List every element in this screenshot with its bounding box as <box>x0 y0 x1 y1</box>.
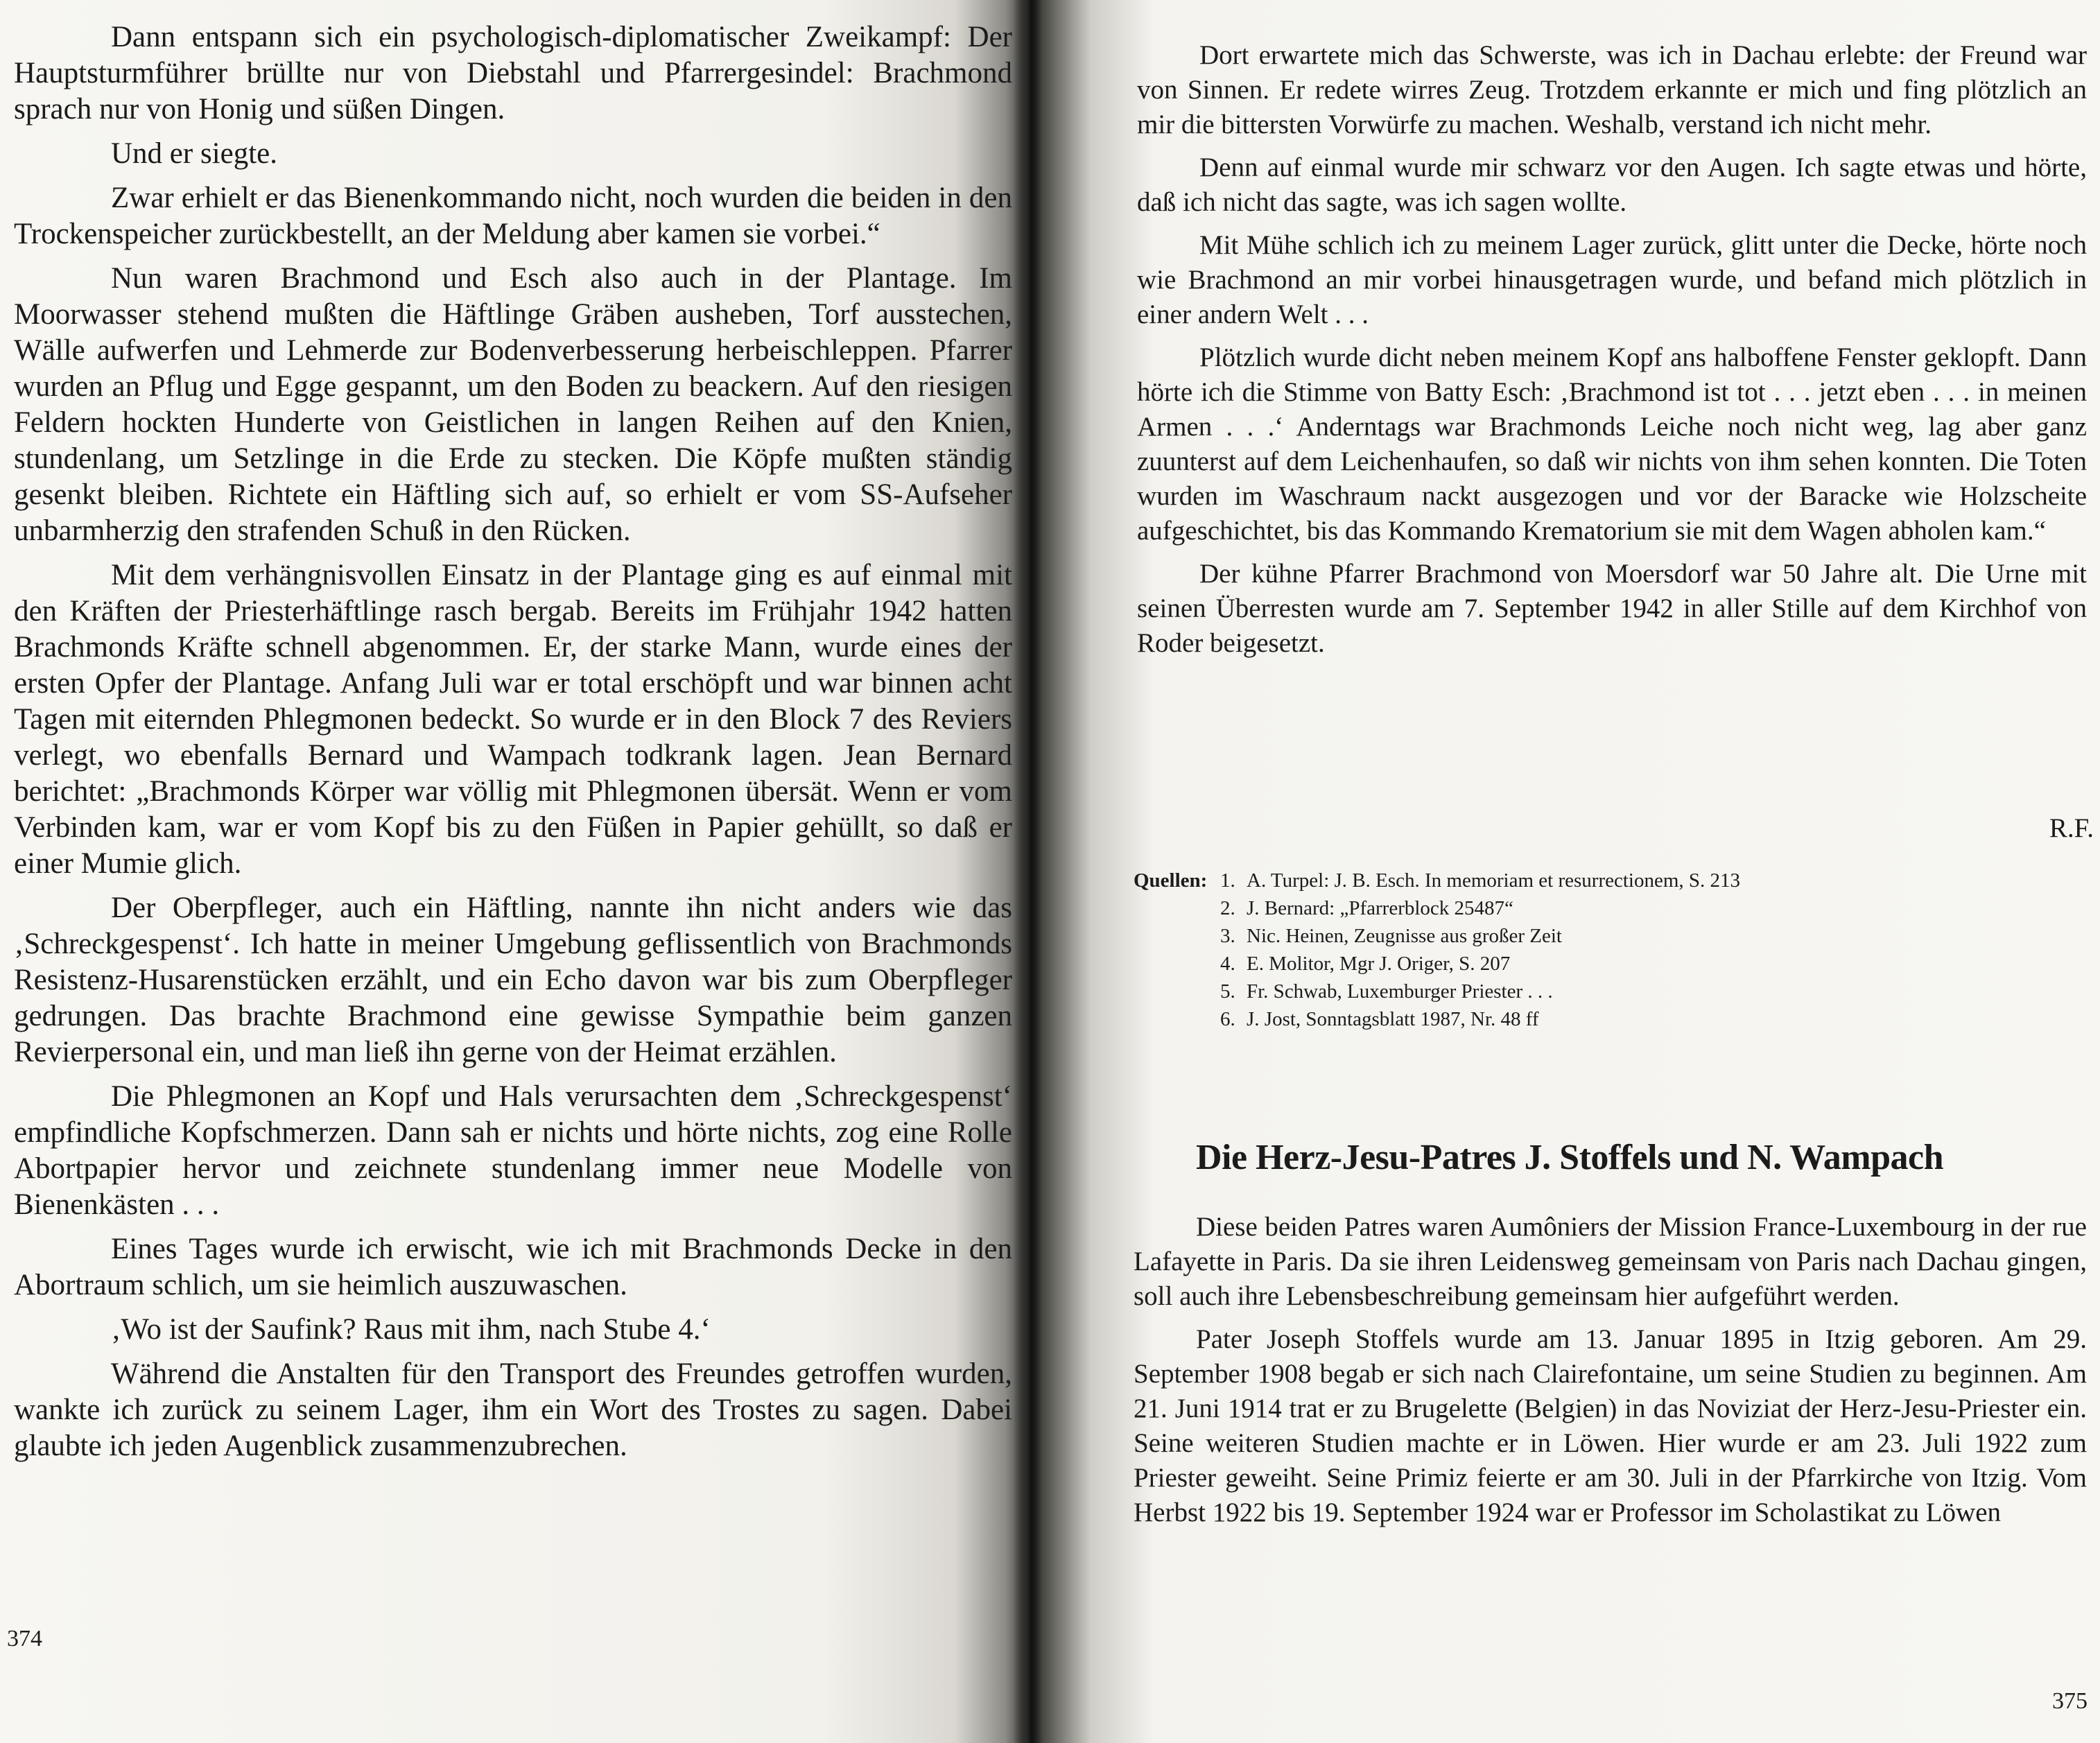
page-number-right: 375 <box>2052 1688 2088 1714</box>
paragraph: Dort erwartete mich das Schwerste, was ich in Dachau erlebte: der Freund war von Sinnen. Er redete wirres Zeug. Trotzdem erkannte er mich und fing plötzlich an mir die bittersten Vorwürfe zu machen. Weshalb, verstand ich nicht mehr. <box>1137 40 2087 139</box>
paragraph: Eines Tages wurde ich erwischt, wie ich mit Brachmonds Decke in den Abortraum schlich, um sie heimlich auszuwaschen. <box>14 1233 1012 1301</box>
source-text: A. Turpel: J. B. Esch. In memoriam et resurrectionem, S. 213 <box>1247 869 1741 892</box>
source-number: 4. <box>1220 953 1235 975</box>
source-text: E. Molitor, Mgr J. Origer, S. 207 <box>1247 953 1511 975</box>
paragraph: Mit dem verhängnisvollen Einsatz in der Plantage ging es auf einmal mit den Kräften der Priesterhäftlinge rasch bergab. Bereits im Frühjahr 1942 hatten Brachmonds Kräfte schnell abgenommen. Er, der starke Mann, wurde eines der ersten Opfer der Plantage. Anfang Juli war er total erschöpft und war binnen acht Tagen mit eiternden Phlegmonen bedeckt. So wurde er in den Block 7 des Reviers verlegt, wo ebenfalls Bernard und Wampach todkrank lagen. Jean Bernard berichtet: „Brachmonds Körper war völlig mit Phlegmonen übersät. Wenn er vom Verbinden kam, war er vom Kopf bis zu den Füßen in Papier gehüllt, so daß er einer Mumie glich. <box>14 559 1012 880</box>
source-item <box>1220 894 1740 922</box>
paragraph: Nun waren Brachmond und Esch also auch in der Plantage. Im Moorwasser stehend mußten die Häftlinge Gräben ausheben, Torf ausstechen, Wälle aufwerfen und Lehmerde zur Bodenverbesserung herbeischleppen. Pfarrer wurden an Pflug und Egge gespannt, um den Boden zu beackern. Auf den riesigen Feldern hockten Hunderte von Geistlichen in langen Reihen auf den Knien, stundenlang, um Setzlinge in die Erde zu stecken. Die Köpfe mußten ständig gesenkt bleiben. Richtete ein Häftling sich auf, so erhielt er vom SS-Aufseher unbarmherzig den strafenden Schuß in den Rücken. <box>14 262 1012 547</box>
source-item <box>1220 1005 1740 1033</box>
paragraph: Die Phlegmonen an Kopf und Hals verursachten dem ‚Schreckgespenst‘ empfindliche Kopfschmerzen. Dann sah er nichts und hörte nichts, zog eine Rolle Abortpapier hervor und zeichnete stundenlang immer neue Modelle von Bienenkästen . . . <box>14 1080 1012 1221</box>
right-page-body <box>1137 38 2087 669</box>
paragraph: Plötzlich wurde dicht neben meinem Kopf ans halboffene Fenster geklopft. Dann hörte ich die Stimme von Batty Esch: ‚Brachmond ist tot . . . jetzt eben . . . in meinen Armen . . .‘ Anderntags war Brachmonds Leiche noch nicht weg, lag aber ganz zuunterst auf dem Leichenhaufen, so daß wir nichts von ihm sehen konnten. Die Toten wurden im Waschraum nackt ausgezogen und vor der Baracke wie Holzscheite aufgeschichtet, bis das Kommando Krematorium sie mit dem Wagen abholen kam.“ <box>1137 342 2087 546</box>
source-text: Fr. Schwab, Luxemburger Priester . . . <box>1247 980 1553 1003</box>
paragraph: Während die Anstalten für den Transport des Freundes getroffen wurden, wankte ich zurück zu seinem Lager, ihm ein Wort des Trostes zu sagen. Dabei glaubte ich jeden Augenblick zusammenzubrechen. <box>14 1358 1012 1462</box>
paragraph: Pater Joseph Stoffels wurde am 13. Januar 1895 in Itzig geboren. Am 29. September 1908 begab er sich nach Clairefontaine, um seine Studien zu beginnen. Am 21. Juni 1914 trat er zu Brugelette (Belgien) in das Noviziat der Herz-Jesu-Priester ein. Seine weiteren Studien machte er in Löwen. Hier wurde er am 23. Juli 1922 zum Priester geweiht. Seine Primiz feierte er am 30. Juli in der Pfarrkirche von Itzig. Vom Herbst 1922 bis 19. September 1924 war er Professor im Scholastikat zu Löwen <box>1134 1324 2087 1527</box>
paragraph: Der kühne Pfarrer Brachmond von Moersdorf war 50 Jahre alt. Die Urne mit seinen Überresten wurde am 7. September 1942 in aller Stille auf dem Kirchhof von Roder beigesetzt. <box>1137 559 2087 658</box>
paragraph: ‚Wo ist der Saufink? Raus mit ihm, nach Stube 4.‘ <box>111 1313 711 1346</box>
source-text: Nic. Heinen, Zeugnisse aus großer Zeit <box>1247 925 1562 947</box>
page-number-left: 374 <box>7 1626 42 1651</box>
author-signature: R.F. <box>2049 813 2094 843</box>
sources-label: Quellen: <box>1134 869 1208 892</box>
source-item <box>1220 922 1740 950</box>
source-text: J. Bernard: „Pfarrerblock 25487“ <box>1247 897 1513 919</box>
book-gutter <box>1014 0 1043 1743</box>
left-page <box>0 0 1026 1743</box>
source-item <box>1220 950 1740 978</box>
left-page-body <box>14 19 1012 1473</box>
paragraph: Dann entspann sich ein psychologisch-diplomatischer Zweikampf: Der Hauptsturmführer brüllte nur von Diebstahl und Pfarrergesindel: Brachmond sprach nur von Honig und süßen Dingen. <box>14 21 1012 125</box>
source-number: 1. <box>1220 869 1235 892</box>
paragraph: Zwar erhielt er das Bienenkommando nicht, noch wurden die beiden in den Trockenspeicher zurückbestellt, an der Meldung aber kamen sie vorbei.“ <box>14 182 1012 250</box>
sources-list <box>1220 867 1740 1033</box>
paragraph: Und er siegte. <box>111 137 278 170</box>
section-heading: Die Herz-Jesu-Patres J. Stoffels und N. Wampach <box>1196 1138 1944 1177</box>
source-text: J. Jost, Sonntagsblatt 1987, Nr. 48 ff <box>1247 1008 1539 1030</box>
source-number: 6. <box>1220 1008 1235 1030</box>
source-item <box>1220 867 1740 894</box>
paragraph: Der Oberpfleger, auch ein Häftling, nannte ihn nicht anders wie das ‚Schreckgespenst‘. Ich hatte in meiner Umgebung geflissentlich von Brachmonds Resistenz-Husarenstücken erzählt, und ein Echo davon war bis zum Oberpfleger gedrungen. Das brachte Brachmond eine gewisse Sympathie beim ganzen Revierpersonal ein, und man ließ ihn gerne von der Heimat erzählen. <box>14 892 1012 1068</box>
source-number: 3. <box>1220 925 1235 947</box>
paragraph: Mit Mühe schlich ich zu meinem Lager zurück, glitt unter die Decke, hörte noch wie Brachmond an mir vorbei hinausgetragen wurde, und befand mich plötzlich in einer andern Welt . . . <box>1137 230 2087 329</box>
source-item <box>1220 978 1740 1005</box>
paragraph: Denn auf einmal wurde mir schwarz vor den Augen. Ich sagte etwas und hörte, daß ich nicht das sagte, was ich sagen wollte. <box>1137 153 2087 217</box>
source-number: 5. <box>1220 980 1235 1003</box>
section-body <box>1134 1210 2087 1538</box>
paragraph: Diese beiden Patres waren Aumôniers der Mission France-Luxembourg in der rue Lafayette in Paris. Da sie ihren Leidensweg gemeinsam von Paris nach Dachau gingen, soll auch ihre Lebensbeschreibung gemeinsam hier aufgeführt werden. <box>1134 1212 2087 1311</box>
source-number: 2. <box>1220 897 1235 919</box>
